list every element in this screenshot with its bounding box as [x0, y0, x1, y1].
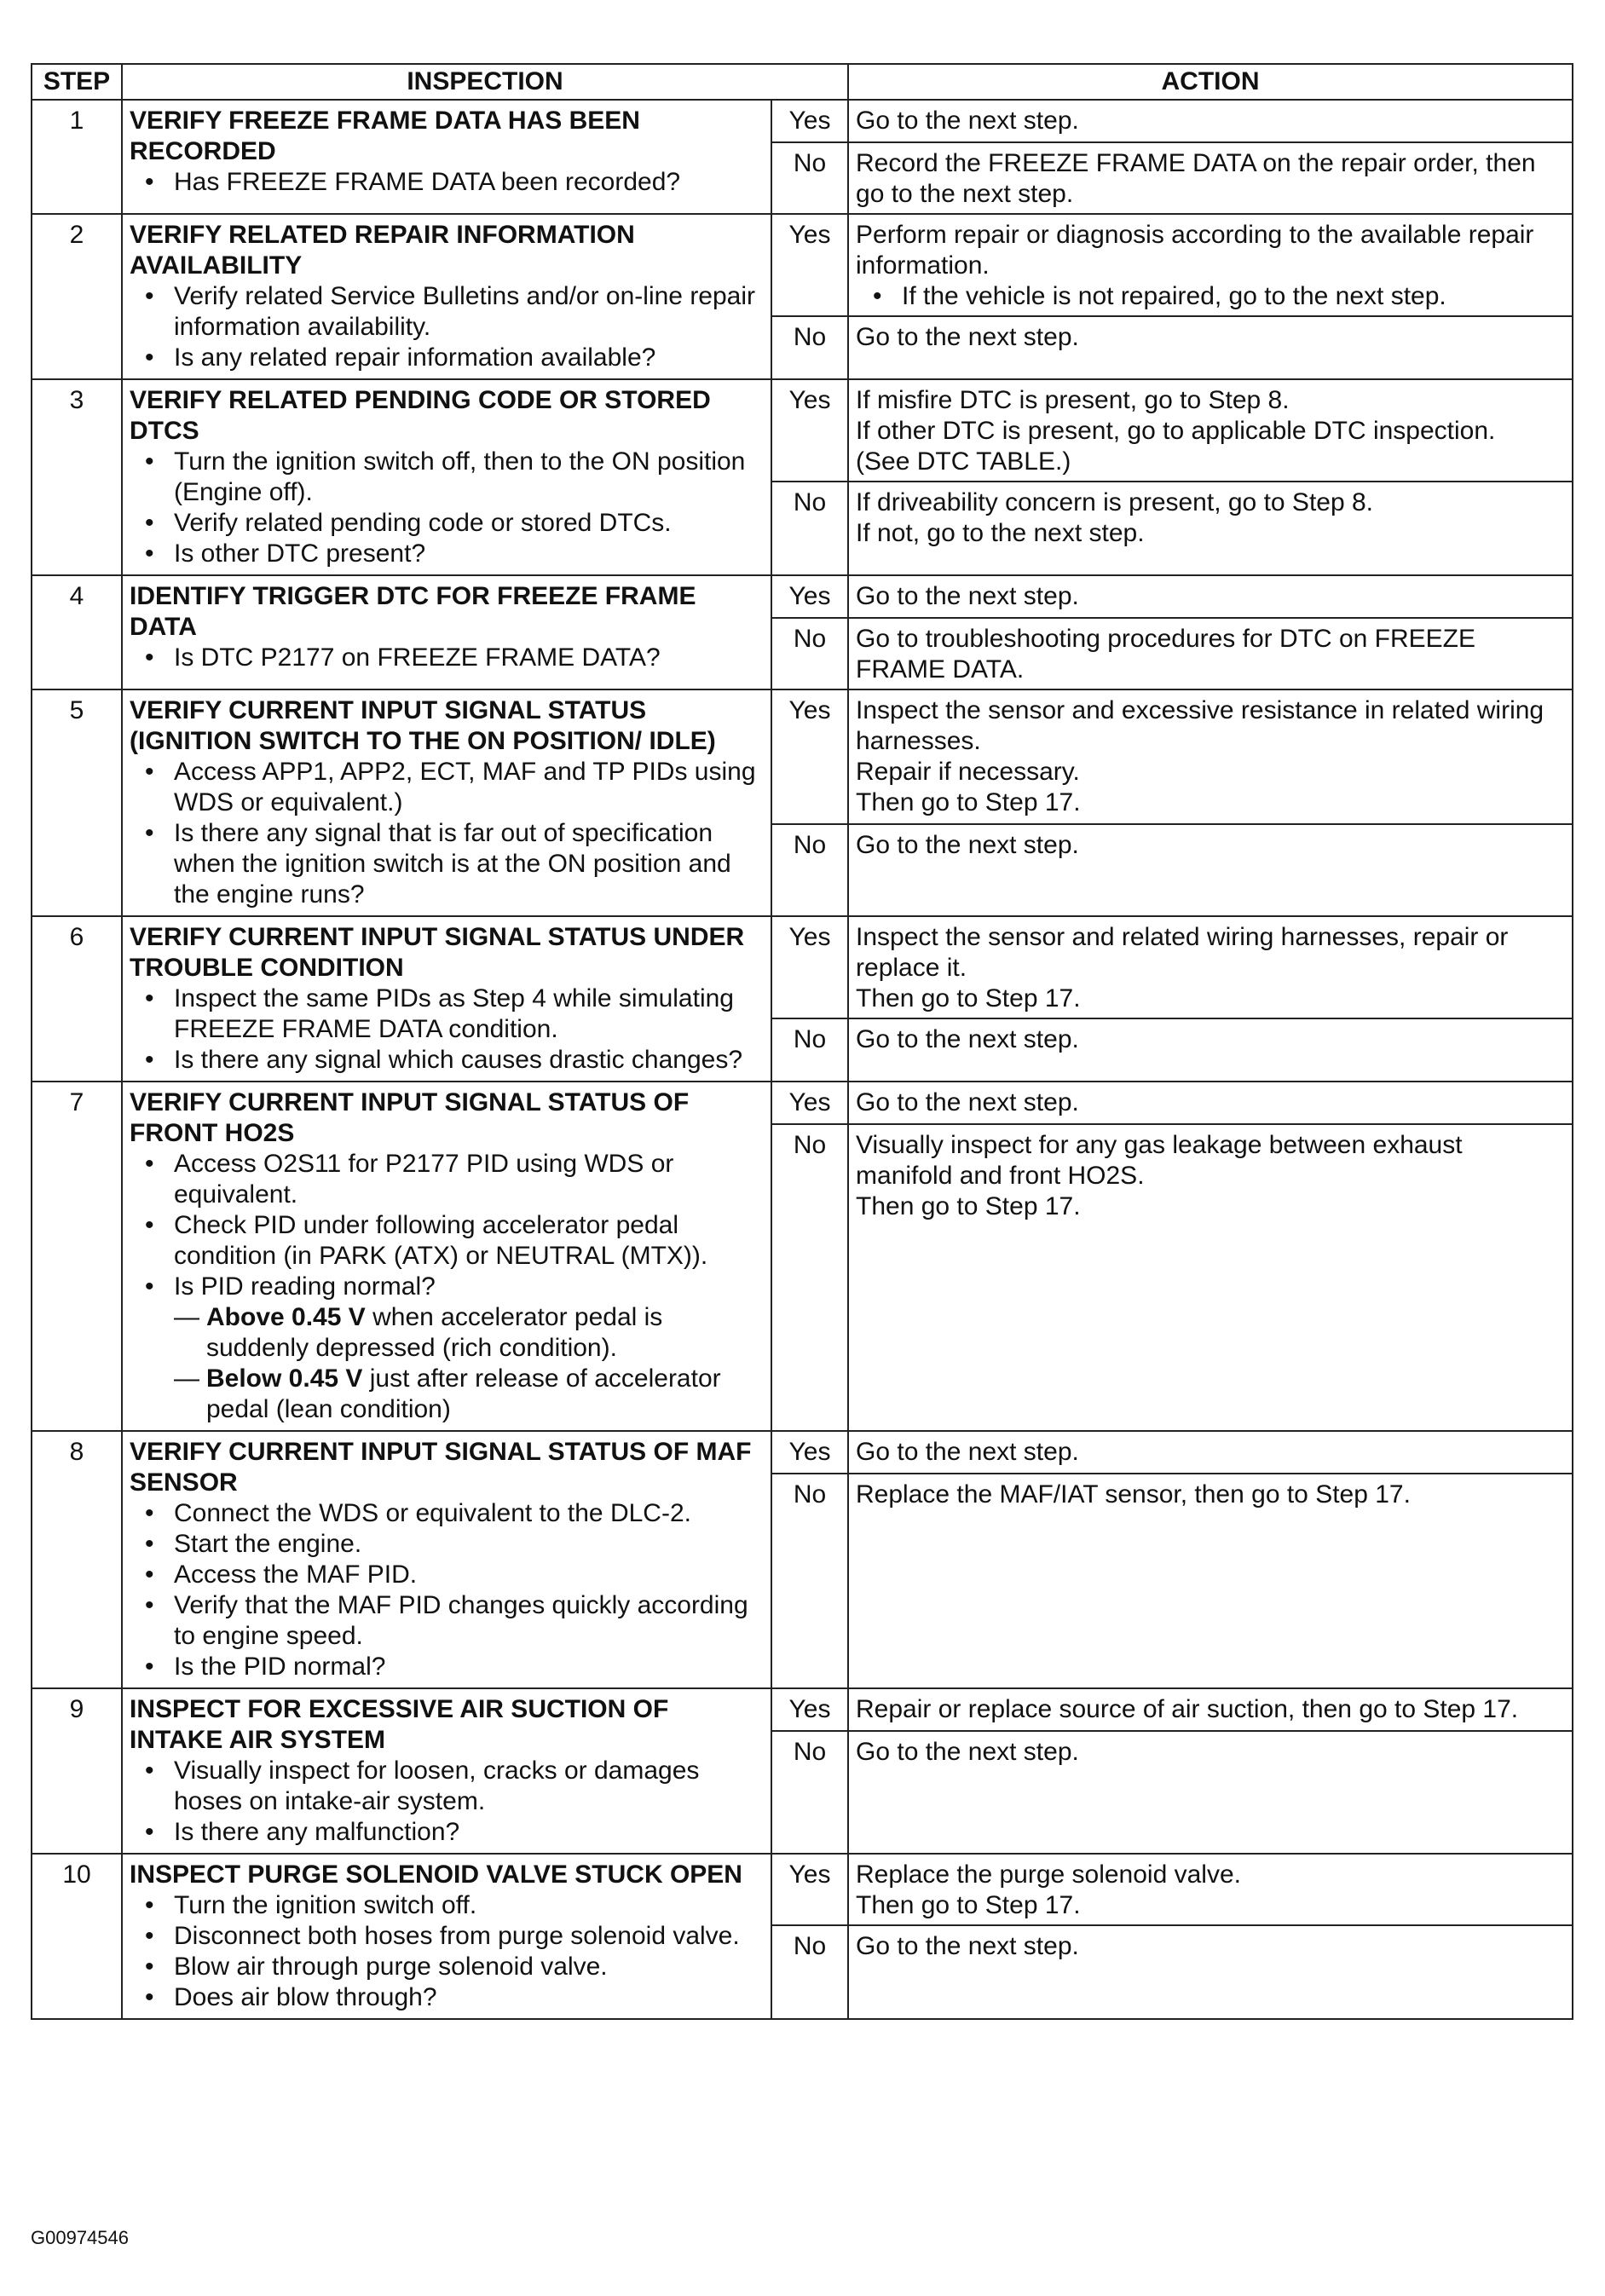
- answer-no: No: [771, 1124, 848, 1431]
- inspection-title: VERIFY RELATED PENDING CODE OR STORED DTCS: [130, 386, 711, 445]
- action-yes: [848, 1854, 1573, 1925]
- subitem-value: Above 0.45 V: [206, 1303, 366, 1331]
- answer-no: No: [771, 142, 848, 214]
- inspection-bullet: • Verify that the MAF PID changes quickly according to engine speed.: [174, 1590, 764, 1652]
- action-line: Go to troubleshooting procedures for DTC on FREEZE FRAME DATA.: [856, 625, 1476, 684]
- inspection-bullet: • Check PID under following accelerator pedal condition (in PARK (ATX) or NEUTRAL (MTX)).: [174, 1210, 764, 1272]
- inspection-bullets: [130, 281, 764, 373]
- table-header-row: [32, 64, 1573, 100]
- inspection-bullets: [130, 1756, 764, 1848]
- action-yes: [848, 1688, 1573, 1731]
- action-yes: [848, 689, 1573, 824]
- answer-yes: Yes: [771, 575, 848, 618]
- inspection-cell: [122, 1431, 771, 1688]
- action-yes: [848, 1431, 1573, 1474]
- inspection-bullet: • Access the MAF PID.: [174, 1560, 764, 1590]
- step-number: 10: [32, 1854, 122, 2019]
- inspection-cell: [122, 689, 771, 916]
- inspection-cell: [122, 1082, 771, 1431]
- inspection-bullet: • Access O2S11 for P2177 PID using WDS or equivalent.: [174, 1149, 764, 1210]
- header-inspection: INSPECTION: [122, 64, 848, 100]
- answer-yes: Yes: [771, 1431, 848, 1474]
- action-line: Go to the next step.: [856, 1025, 1079, 1053]
- answer-yes: Yes: [771, 1688, 848, 1731]
- step-number: 5: [32, 689, 122, 916]
- inspection-cell: [122, 575, 771, 689]
- answer-yes: Yes: [771, 689, 848, 824]
- action-line: If other DTC is present, go to applicable DTC inspection.: [856, 417, 1496, 445]
- action-line: Go to the next step.: [856, 1932, 1079, 1960]
- action-line: Then go to Step 17.: [856, 1192, 1081, 1220]
- step-number: 6: [32, 916, 122, 1082]
- action-no: [848, 1731, 1573, 1854]
- action-no: [848, 142, 1573, 214]
- table-row: [32, 1854, 1573, 1925]
- answer-no: No: [771, 316, 848, 379]
- inspection-bullet: • Does air blow through?: [174, 1982, 764, 2013]
- inspection-bullet: • Is DTC P2177 on FREEZE FRAME DATA?: [174, 643, 764, 673]
- action-line: Visually inspect for any gas leakage between exhaust manifold and front HO2S.: [856, 1131, 1463, 1190]
- action-yes: [848, 379, 1573, 482]
- inspection-bullet: • Is other DTC present?: [174, 539, 764, 569]
- action-line: Go to the next step.: [856, 107, 1079, 135]
- action-no: [848, 482, 1573, 575]
- action-line: Then go to Step 17.: [856, 1891, 1081, 1919]
- answer-yes: Yes: [771, 916, 848, 1018]
- action-line: Go to the next step.: [856, 1088, 1079, 1116]
- step-number: 3: [32, 379, 122, 575]
- answer-yes: Yes: [771, 100, 848, 142]
- inspection-title: VERIFY RELATED REPAIR INFORMATION AVAILABILITY: [130, 221, 635, 280]
- answer-no: No: [771, 482, 848, 575]
- action-line: (See DTC TABLE.): [856, 447, 1071, 476]
- action-line: Go to the next step.: [856, 323, 1079, 351]
- inspection-bullets: [130, 1890, 764, 2013]
- action-no: [848, 1474, 1573, 1688]
- header-action: ACTION: [848, 64, 1573, 100]
- answer-yes: Yes: [771, 214, 848, 316]
- action-no: [848, 824, 1573, 916]
- inspection-bullet: • Verify related Service Bulletins and/or on-line repair information availability.: [174, 281, 764, 343]
- action-no: [848, 618, 1573, 689]
- action-yes: [848, 100, 1573, 142]
- inspection-bullet: • Disconnect both hoses from purge solenoid valve.: [174, 1921, 764, 1952]
- diagnostic-table-sheet: [31, 63, 1572, 2020]
- action-yes: [848, 575, 1573, 618]
- inspection-bullets: [130, 984, 764, 1076]
- action-line: Then go to Step 17.: [856, 788, 1081, 816]
- header-step: STEP: [32, 64, 122, 100]
- table-row: [32, 916, 1573, 1018]
- figure-id: G00974546: [31, 2227, 129, 2248]
- inspection-bullet: • Has FREEZE FRAME DATA been recorded?: [174, 167, 764, 198]
- inspection-title: VERIFY CURRENT INPUT SIGNAL STATUS (IGNITION SWITCH TO THE ON POSITION/ IDLE): [130, 696, 716, 755]
- action-line: If driveability concern is present, go to Step 8.: [856, 488, 1374, 516]
- inspection-bullet: • Visually inspect for loosen, cracks or damages hoses on intake-air system.: [174, 1756, 764, 1817]
- table-row: [32, 100, 1573, 142]
- inspection-bullet: • Turn the ignition switch off, then to the ON position (Engine off).: [174, 447, 764, 508]
- inspection-subitem: [174, 1364, 764, 1425]
- action-line: Replace the purge solenoid valve.: [856, 1860, 1241, 1889]
- inspection-cell: [122, 1854, 771, 2019]
- step-number: 9: [32, 1688, 122, 1854]
- inspection-cell: [122, 916, 771, 1082]
- inspection-title: VERIFY CURRENT INPUT SIGNAL STATUS UNDER TROUBLE CONDITION: [130, 923, 745, 982]
- dash-mark: —: [174, 1364, 199, 1393]
- inspection-bullet: • Blow air through purge solenoid valve.: [174, 1952, 764, 1982]
- action-line: Go to the next step.: [856, 582, 1079, 610]
- table-row: [32, 1688, 1573, 1731]
- inspection-title: VERIFY FREEZE FRAME DATA HAS BEEN RECORDED: [130, 107, 640, 165]
- action-no: [848, 316, 1573, 379]
- dash-mark: —: [174, 1303, 199, 1331]
- inspection-title: INSPECT FOR EXCESSIVE AIR SUCTION OF INTAKE AIR SYSTEM: [130, 1695, 669, 1754]
- table-row: [32, 214, 1573, 316]
- inspection-bullets: [130, 1498, 764, 1682]
- inspection-bullet: • Is PID reading normal?: [174, 1272, 764, 1302]
- inspection-subitem: [174, 1302, 764, 1364]
- inspection-bullet: • Is there any malfunction?: [174, 1817, 764, 1848]
- action-no: [848, 1124, 1573, 1431]
- action-line: Go to the next step.: [856, 1738, 1079, 1766]
- answer-no: No: [771, 618, 848, 689]
- table-row: [32, 1082, 1573, 1124]
- table-row: [32, 379, 1573, 482]
- action-bullet: • If the vehicle is not repaired, go to the next step.: [856, 281, 1565, 312]
- subitem-text: when accelerator pedal is suddenly depressed (rich condition).: [206, 1303, 663, 1362]
- inspection-bullet: • Connect the WDS or equivalent to the DLC-2.: [174, 1498, 764, 1529]
- action-line: Perform repair or diagnosis according to the available repair information.: [856, 221, 1534, 280]
- inspection-cell: [122, 214, 771, 379]
- action-line: Repair if necessary.: [856, 758, 1080, 786]
- inspection-cell: [122, 379, 771, 575]
- action-yes: [848, 916, 1573, 1018]
- table-row: [32, 689, 1573, 824]
- answer-yes: Yes: [771, 379, 848, 482]
- inspection-title: VERIFY CURRENT INPUT SIGNAL STATUS OF FRONT HO2S: [130, 1088, 690, 1147]
- action-line: If not, go to the next step.: [856, 519, 1145, 547]
- inspection-bullets: [130, 447, 764, 569]
- action-no: [848, 1018, 1573, 1082]
- step-number: 2: [32, 214, 122, 379]
- inspection-title: INSPECT PURGE SOLENOID VALVE STUCK OPEN: [130, 1860, 742, 1889]
- inspection-bullet: • Is any related repair information available?: [174, 343, 764, 373]
- action-line: Inspect the sensor and related wiring harnesses, repair or replace it.: [856, 923, 1509, 982]
- action-line: If misfire DTC is present, go to Step 8.: [856, 386, 1290, 414]
- step-number: 7: [32, 1082, 122, 1431]
- answer-yes: Yes: [771, 1854, 848, 1925]
- subitem-value: Below 0.45 V: [206, 1364, 363, 1393]
- action-line: Go to the next step.: [856, 1438, 1079, 1466]
- step-number: 1: [32, 100, 122, 214]
- step-number: 8: [32, 1431, 122, 1688]
- inspection-bullet: • Start the engine.: [174, 1529, 764, 1560]
- answer-no: No: [771, 824, 848, 916]
- action-line: Then go to Step 17.: [856, 984, 1081, 1012]
- action-no: [848, 1925, 1573, 2019]
- subitem-text: just after release of accelerator pedal (lean condition): [206, 1364, 721, 1423]
- action-line: Inspect the sensor and excessive resistance in related wiring harnesses.: [856, 696, 1544, 755]
- answer-no: No: [771, 1018, 848, 1082]
- inspection-bullets: [130, 167, 764, 198]
- inspection-bullet: • Inspect the same PIDs as Step 4 while simulating FREEZE FRAME DATA condition.: [174, 984, 764, 1045]
- inspection-cell: [122, 1688, 771, 1854]
- inspection-bullet: • Is there any signal that is far out of specification when the ignition switch is at the ON position and the engine runs?: [174, 818, 764, 910]
- action-line: Repair or replace source of air suction, then go to Step 17.: [856, 1695, 1519, 1723]
- action-line: Record the FREEZE FRAME DATA on the repair order, then go to the next step.: [856, 149, 1536, 208]
- inspection-bullets: [130, 1149, 764, 1425]
- diagnostic-table: [31, 63, 1573, 2020]
- table-row: [32, 575, 1573, 618]
- answer-no: No: [771, 1731, 848, 1854]
- action-line: Replace the MAF/IAT sensor, then go to Step 17.: [856, 1480, 1411, 1509]
- inspection-bullet: • Verify related pending code or stored DTCs.: [174, 508, 764, 539]
- inspection-bullet: • Is the PID normal?: [174, 1652, 764, 1682]
- inspection-subitems: [174, 1302, 764, 1425]
- inspection-bullet: • Access APP1, APP2, ECT, MAF and TP PIDs using WDS or equivalent.): [174, 757, 764, 818]
- action-line: Go to the next step.: [856, 831, 1079, 859]
- inspection-bullets: [130, 757, 764, 910]
- inspection-cell: [122, 100, 771, 214]
- step-number: 4: [32, 575, 122, 689]
- answer-no: No: [771, 1474, 848, 1688]
- inspection-bullet: • Turn the ignition switch off.: [174, 1890, 764, 1921]
- inspection-bullet: • Is there any signal which causes drastic changes?: [174, 1045, 764, 1076]
- inspection-title: IDENTIFY TRIGGER DTC FOR FREEZE FRAME DATA: [130, 582, 696, 641]
- inspection-title: VERIFY CURRENT INPUT SIGNAL STATUS OF MAF SENSOR: [130, 1438, 752, 1497]
- inspection-bullets: [130, 643, 764, 673]
- answer-yes: Yes: [771, 1082, 848, 1124]
- answer-no: No: [771, 1925, 848, 2019]
- action-yes: [848, 1082, 1573, 1124]
- action-yes: [848, 214, 1573, 316]
- table-row: [32, 1431, 1573, 1474]
